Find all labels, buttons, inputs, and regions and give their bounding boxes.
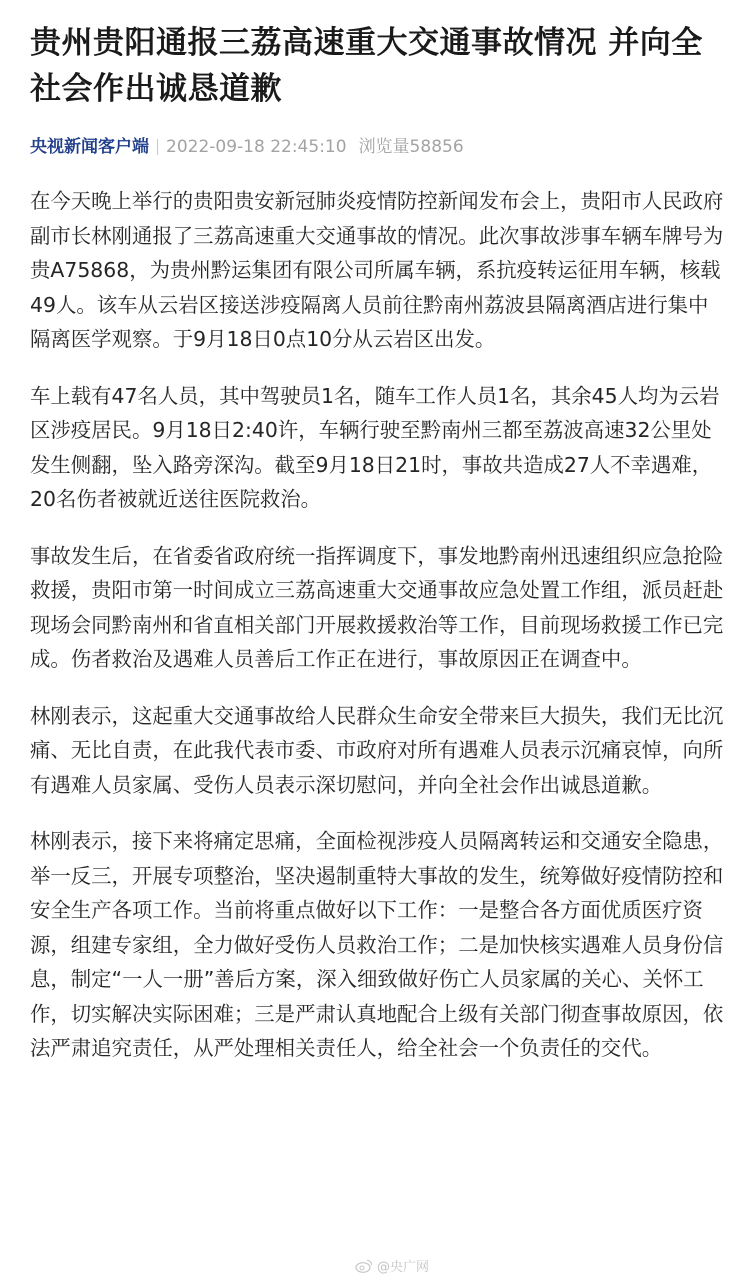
- article-meta: [30, 134, 725, 160]
- paragraph: 林刚表示，接下来将痛定思痛，全面检视涉疫人员隔离转运和交通安全隐患，举一反三，开展专项整治，坚决遏制重特大事故的发生，统筹做好疫情防控和安全生产各项工作。当前将重点做好以下工作：一是整合各方面优质医疗资源，组建专家组，全力做好受伤人员救治工作；二是加快核实遇难人员身份信息，制定“一人一册”善后方案，深入细致做好伤亡人员家属的关心、关怀工作，切实解决实际困难；三是严肃认真地配合上级有关部门彻查事故原因，依法严肃追究责任，从严处理相关责任人，给全社会一个负责任的交代。: [30, 829, 724, 1060]
- paragraph: 林刚表示，这起重大交通事故给人民群众生命安全带来巨大损失，我们无比沉痛、无比自责，在此我代表市委、市政府对所有遇难人员表示沉痛哀悼，向所有遇难人员家属、受伤人员表示深切慰问，并向全社会作出诚恳道歉。: [30, 703, 724, 797]
- weibo-icon: [355, 1259, 373, 1273]
- source-name[interactable]: 央视新闻客户端: [30, 137, 149, 157]
- article-title: 贵州贵阳通报三荔高速重大交通事故情况 并向全社会作出诚恳道歉: [30, 25, 703, 107]
- publish-time: 2022-09-18 22:45:10: [166, 137, 347, 157]
- paragraph: 事故发生后，在省委省政府统一指挥调度下，事发地黔南州迅速组织应急抢险救援，贵阳市第一时间成立三荔高速重大交通事故应急处置工作组，派员赶赴现场会同黔南州和省直相关部门开展救援救治等工作，目前现场救援工作已完成。伤者救治及遇难人员善后工作正在进行，事故原因正在调查中。: [30, 543, 724, 671]
- article-body: [30, 184, 725, 1066]
- watermark-text: @央广网: [376, 1260, 429, 1275]
- paragraph: 车上载有47名人员，其中驾驶员1名，随车工作人员1名，其余45人均为云岩区涉疫居民。9月18日2:40许，车辆行驶至黔南州三都至荔波高速32公里处发生侧翻，坠入路旁深沟。截至9月18日21时，事故共造成27人不幸遇难，20名伤者被就近送往医院救治。: [30, 383, 720, 511]
- paragraph: 在今天晚上举行的贵阳贵安新冠肺炎疫情防控新闻发布会上，贵阳市人民政府副市长林刚通报了三荔高速重大交通事故的情况。此次事故涉事车辆车牌号为贵A75868，为贵州黔运集团有限公司所属车辆，系抗疫转运征用车辆，核载49人。该车从云岩区接送涉疫隔离人员前往黔南州荔波县隔离酒店进行集中隔离医学观察。于9月18日0点10分从云岩区出发。: [30, 189, 724, 351]
- watermark: [355, 1256, 429, 1275]
- meta-divider: [157, 139, 158, 155]
- view-count: 浏览量58856: [358, 137, 464, 157]
